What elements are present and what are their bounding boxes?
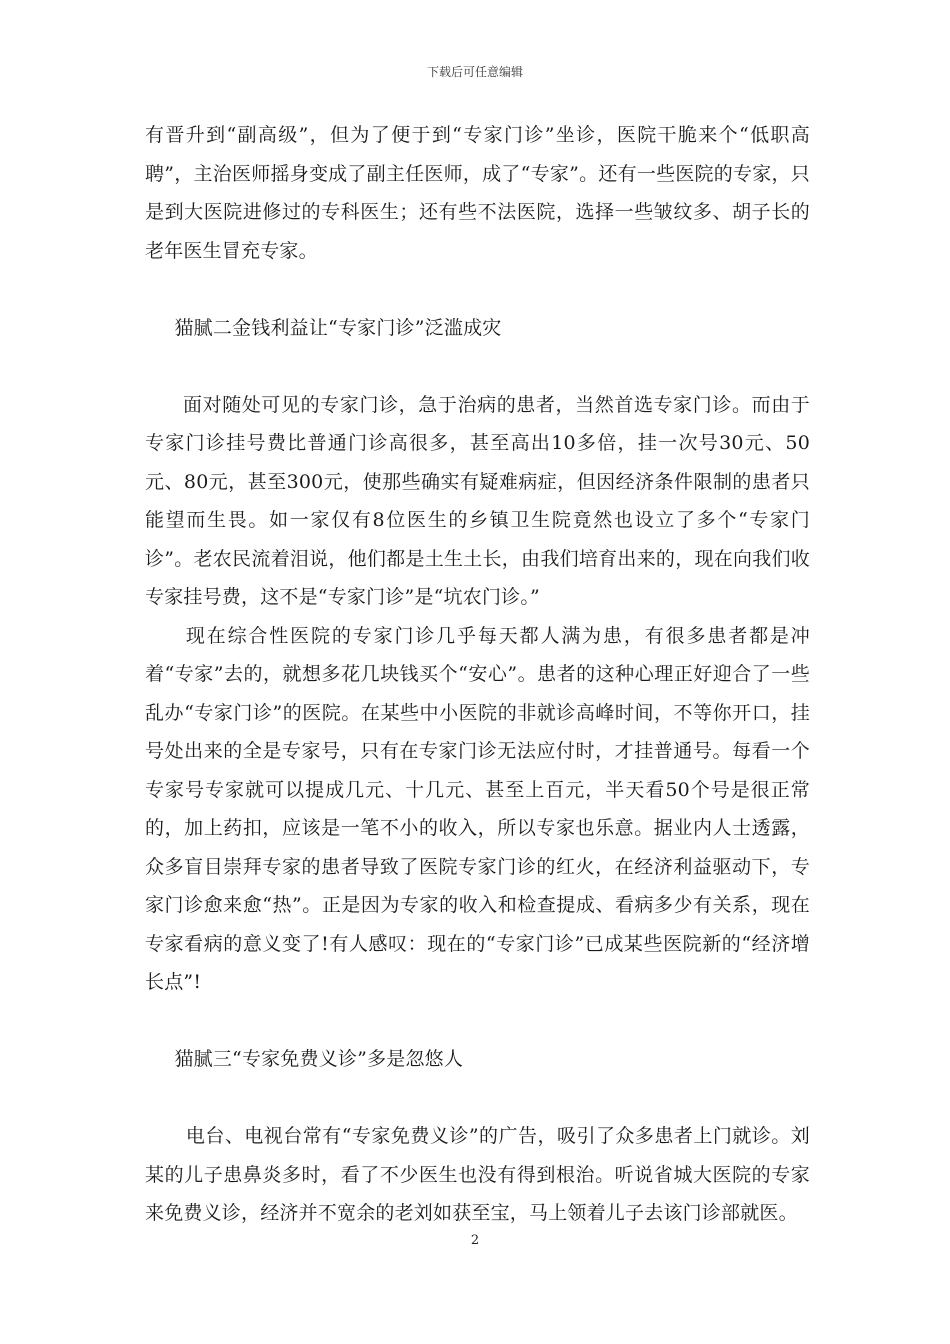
section-heading-2: 猫腻二金钱利益让“专家门诊”泛滥成灾 xyxy=(174,316,502,339)
paragraph-gap xyxy=(145,1079,810,1118)
paragraph-hospital-profit: 现在综合性医院的专家门诊几乎每天都人满为患，有很多患者都是冲着“专家”去的，就想多花几块钱买个“安心”。患者的这种心理正好迎合了一些乱办“专家门诊”的医院。在某些中小医院的非就诊高峰时间，不等你开口，挂号处出来的全是专家号，只有在专家门诊无法应付时，才挂普通号。每看一个专家号专家就可以提成几元、十几元、甚至上百元，半天看50个号是很正常的，加上药扣，应该是一笔不小的收入，所以专家也乐意。据业内人士透露，众多盲目崇拜专家的患者导致了医院专家门诊的红火，在经济利益驱动下，专家门诊愈来愈“热”。正是因为专家的收入和检查提成、看病多少有关系，现在专家看病的意义变了!有人感叹：现在的“专家门诊”已成某些医院新的“经济增长点”! xyxy=(145,624,810,993)
paragraph-free-clinic: 电台、电视台常有“专家免费义诊”的广告，吸引了众多患者上门就诊。刘某的儿子患鼻炎多时，看了不少医生也没有得到根治。听说省城大医院的专家来免费义诊，经济并不宽余的老刘如获至宝，马上领着儿子去该门诊部就医。 xyxy=(145,1125,810,1224)
page-header-note: 下载后可任意编辑 xyxy=(426,65,523,79)
paragraph-gap xyxy=(145,270,810,309)
paragraph-gap xyxy=(145,347,810,386)
page-number: 2 xyxy=(470,1233,480,1248)
paragraph-gap xyxy=(145,1002,810,1041)
section-heading-3: 猫腻三“专家免费义诊”多是忽悠人 xyxy=(174,1048,464,1070)
paragraph-expert-fees: 面对随处可见的专家门诊，急于治病的患者，当然首选专家门诊。而由于专家门诊挂号费比普通门诊高很多，甚至高出10多倍，挂一次号30元、50元、80元，甚至300元，使那些确实有疑难病症，但因经济条件限制的患者只能望而生畏。如一家仅有8位医生的乡镇卫生院竟然也设立了多个“专家门诊”。老农民流着泪说，他们都是土生土长，由我们培育出来的，现在向我们收专家挂号费，这不是“专家门诊”是“坑农门诊。” xyxy=(145,393,810,608)
paragraph-continuation: 有晋升到“副高级”，但为了便于到“专家门诊”坐诊，医院干脆来个“低职高聘”，主治医师摇身变成了副主任医师，成了“专家”。还有一些医院的专家，只是到大医院进修过的专科医生；还有些不法医院，选择一些皱纹多、胡子长的老年医生冒充专家。 xyxy=(145,124,810,262)
document-body xyxy=(145,116,810,1233)
